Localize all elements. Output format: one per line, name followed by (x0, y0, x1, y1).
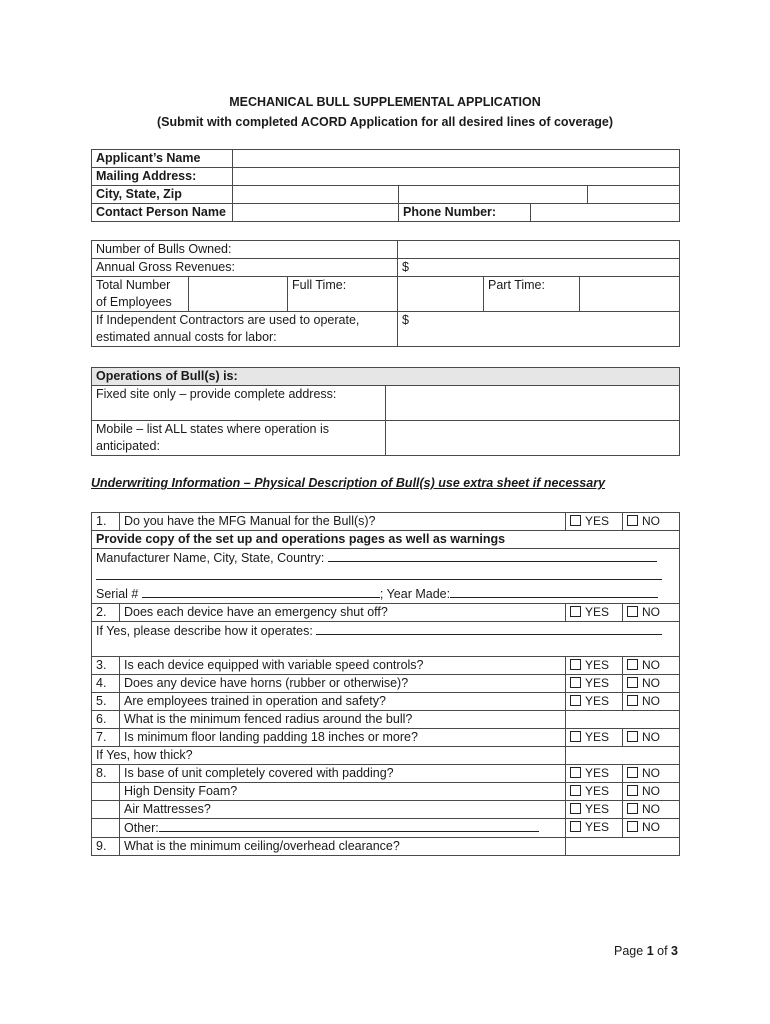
q2-number: 2. (92, 604, 120, 622)
phone-number-label: Phone Number: (399, 204, 531, 222)
q8c-no-label: NO (642, 820, 660, 834)
bulls-owned-field[interactable] (398, 241, 680, 259)
contact-person-field[interactable] (233, 204, 399, 222)
q6-number: 6. (92, 711, 120, 729)
page-of: of (657, 944, 668, 958)
contractor-costs-field[interactable]: $ (398, 312, 680, 347)
q8a-text: High Density Foam? (120, 783, 566, 801)
q7-yes-option[interactable] (566, 729, 623, 747)
q1-no-checkbox[interactable] (627, 515, 638, 526)
q8a-yes-label: YES (585, 784, 610, 798)
manufacturer-label: Manufacturer Name, City, State, Country: (96, 551, 325, 565)
page-number: 1 (646, 944, 654, 958)
q8-text: Is base of unit completely covered with padding? (120, 765, 566, 783)
q8-yes-label: YES (585, 766, 610, 780)
q8c-number-cell (92, 819, 120, 838)
state-field[interactable] (399, 186, 588, 204)
q8a-no-option[interactable] (623, 783, 680, 801)
q8c-cell (120, 819, 566, 838)
q5-no-label: NO (642, 694, 660, 708)
q1-yes-checkbox[interactable] (570, 515, 581, 526)
q4-yes-checkbox[interactable] (570, 677, 581, 688)
q4-yes-option[interactable] (566, 675, 623, 693)
serial-row (96, 585, 675, 603)
applicant-name-field[interactable] (233, 150, 680, 168)
q3-no-checkbox[interactable] (627, 659, 638, 670)
q8c-no-checkbox[interactable] (627, 821, 638, 832)
q2-yes-checkbox[interactable] (570, 606, 581, 617)
q8b-number-cell (92, 801, 120, 819)
manufacturer-row (96, 549, 675, 567)
page-prefix: Page (614, 944, 644, 958)
q1-yes-option[interactable] (566, 513, 623, 531)
q2-no-checkbox[interactable] (627, 606, 638, 617)
fixed-site-field[interactable] (386, 386, 680, 421)
q9-number: 9. (92, 838, 120, 856)
zip-field[interactable] (588, 186, 680, 204)
mobile-label-line1: Mobile – list ALL states where operation is (96, 422, 329, 436)
page-total: 3 (671, 944, 678, 958)
serial-line[interactable] (142, 585, 380, 598)
q6-answer-field[interactable] (566, 711, 680, 729)
operations-header: Operations of Bull(s) is: (92, 368, 680, 386)
part-time-field[interactable] (580, 277, 680, 312)
total-employees-label-line2: of Employees (96, 295, 172, 309)
q8b-no-checkbox[interactable] (627, 803, 638, 814)
q8a-yes-option[interactable] (566, 783, 623, 801)
total-employees-label-line1: Total Number (96, 278, 171, 292)
q4-text: Does any device have horns (rubber or otherwise)? (120, 675, 566, 693)
q3-no-option[interactable] (623, 657, 680, 675)
bulls-owned-label: Number of Bulls Owned: (92, 241, 398, 259)
q8-no-label: NO (642, 766, 660, 780)
contractor-costs-label (92, 312, 398, 347)
q3-text: Is each device equipped with variable speed controls? (120, 657, 566, 675)
q3-number: 3. (92, 657, 120, 675)
manufacturer-line-2[interactable] (96, 567, 662, 580)
q4-no-checkbox[interactable] (627, 677, 638, 688)
q8-yes-option[interactable] (566, 765, 623, 783)
q2-followup-block (92, 622, 680, 657)
q8c-no-option[interactable] (623, 819, 680, 838)
q5-no-option[interactable] (623, 693, 680, 711)
q4-number: 4. (92, 675, 120, 693)
q9-answer-field[interactable] (566, 838, 680, 856)
page-indicator (614, 944, 678, 958)
q3-yes-option[interactable] (566, 657, 623, 675)
q1-no-option[interactable] (623, 513, 680, 531)
q8c-text: Other: (124, 821, 159, 835)
q5-yes-checkbox[interactable] (570, 695, 581, 706)
serial-label: Serial # (96, 587, 139, 601)
q7-number: 7. (92, 729, 120, 747)
q5-yes-label: YES (585, 694, 610, 708)
q7-followup-label: If Yes, how thick? (92, 747, 566, 765)
underwriting-heading: Underwriting Information – Physical Description of Bull(s) use extra sheet if necessary (91, 476, 606, 490)
q8a-number-cell (92, 783, 120, 801)
year-made-label: ; Year Made: (379, 587, 451, 601)
q8-no-checkbox[interactable] (627, 767, 638, 778)
q7-no-option[interactable] (623, 729, 680, 747)
city-field[interactable] (233, 186, 399, 204)
contact-person-label: Contact Person Name (92, 204, 233, 222)
q5-number: 5. (92, 693, 120, 711)
city-state-zip-label: City, State, Zip (92, 186, 233, 204)
full-time-field[interactable] (398, 277, 484, 312)
q8c-yes-label: YES (585, 820, 610, 834)
q5-yes-option[interactable] (566, 693, 623, 711)
q7-followup-field[interactable] (566, 747, 680, 765)
q2-followup-line[interactable] (316, 622, 662, 635)
business-table (91, 240, 680, 347)
q8c-other-line[interactable] (159, 819, 539, 832)
q8a-no-checkbox[interactable] (627, 785, 638, 796)
q2-text: Does each device have an emergency shut off? (120, 604, 566, 622)
q8b-yes-option[interactable] (566, 801, 623, 819)
applicant-table (91, 149, 680, 222)
q8c-yes-option[interactable] (566, 819, 623, 838)
applicant-name-label: Applicant’s Name (92, 150, 233, 168)
form-subtitle: (Submit with completed ACORD Application for all desired lines of coverage) (156, 115, 614, 129)
q3-no-label: NO (642, 658, 660, 672)
mobile-label-line2: anticipated: (96, 439, 160, 453)
q8b-text: Air Mattresses? (120, 801, 566, 819)
part-time-label: Part Time: (484, 277, 580, 312)
total-employees-label (92, 277, 189, 312)
q5-text: Are employees trained in operation and safety? (120, 693, 566, 711)
q1-number: 1. (92, 513, 120, 531)
mobile-states-field[interactable] (386, 421, 680, 456)
q3-yes-label: YES (585, 658, 610, 672)
q8b-yes-checkbox[interactable] (570, 803, 581, 814)
manufacturer-line-2-row (96, 567, 675, 585)
q2-yes-label: YES (585, 605, 610, 619)
mailing-address-field[interactable] (233, 168, 680, 186)
q2-no-label: NO (642, 605, 660, 619)
q4-no-label: NO (642, 676, 660, 690)
mailing-address-label: Mailing Address: (92, 168, 233, 186)
q1-no-label: NO (642, 514, 660, 528)
contractor-costs-label-line1: If Independent Contractors are used to operate, (96, 313, 360, 327)
gross-revenues-label: Annual Gross Revenues: (92, 259, 398, 277)
q7-yes-label: YES (585, 730, 610, 744)
contractor-costs-label-line2: estimated annual costs for labor: (96, 330, 277, 344)
fixed-site-label: Fixed site only – provide complete address: (92, 386, 386, 421)
q7-text: Is minimum floor landing padding 18 inches or more? (120, 729, 566, 747)
q1-yes-label: YES (585, 514, 610, 528)
gross-revenues-field[interactable]: $ (398, 259, 680, 277)
q8-yes-checkbox[interactable] (570, 767, 581, 778)
total-employees-field[interactable] (189, 277, 288, 312)
q6-text: What is the minimum fenced radius around the bull? (120, 711, 566, 729)
q8-number: 8. (92, 765, 120, 783)
q5-no-checkbox[interactable] (627, 695, 638, 706)
q8a-no-label: NO (642, 784, 660, 798)
q8a-yes-checkbox[interactable] (570, 785, 581, 796)
manufacturer-block (92, 549, 680, 604)
q8b-yes-label: YES (585, 802, 610, 816)
full-time-label: Full Time: (288, 277, 398, 312)
q7-no-checkbox[interactable] (627, 731, 638, 742)
q7-yes-checkbox[interactable] (570, 731, 581, 742)
manufacturer-line[interactable] (328, 549, 657, 562)
q8c-yes-checkbox[interactable] (570, 821, 581, 832)
q4-yes-label: YES (585, 676, 610, 690)
q2-no-option[interactable] (623, 604, 680, 622)
phone-number-field[interactable] (531, 204, 680, 222)
q9-text: What is the minimum ceiling/overhead clearance? (120, 838, 566, 856)
q4-no-option[interactable] (623, 675, 680, 693)
q2-yes-option[interactable] (566, 604, 623, 622)
underwriting-table (91, 512, 680, 856)
mobile-label (92, 421, 386, 456)
q8-no-option[interactable] (623, 765, 680, 783)
form-title: MECHANICAL BULL SUPPLEMENTAL APPLICATION (229, 95, 541, 109)
year-made-line[interactable] (450, 585, 658, 598)
q8b-no-option[interactable] (623, 801, 680, 819)
q3-yes-checkbox[interactable] (570, 659, 581, 670)
q8b-no-label: NO (642, 802, 660, 816)
q1-text: Do you have the MFG Manual for the Bull(s)? (120, 513, 566, 531)
q7-no-label: NO (642, 730, 660, 744)
provide-copy-note: Provide copy of the set up and operations pages as well as warnings (92, 531, 680, 549)
operations-table (91, 367, 680, 456)
q2-followup-label: If Yes, please describe how it operates: (96, 624, 313, 638)
